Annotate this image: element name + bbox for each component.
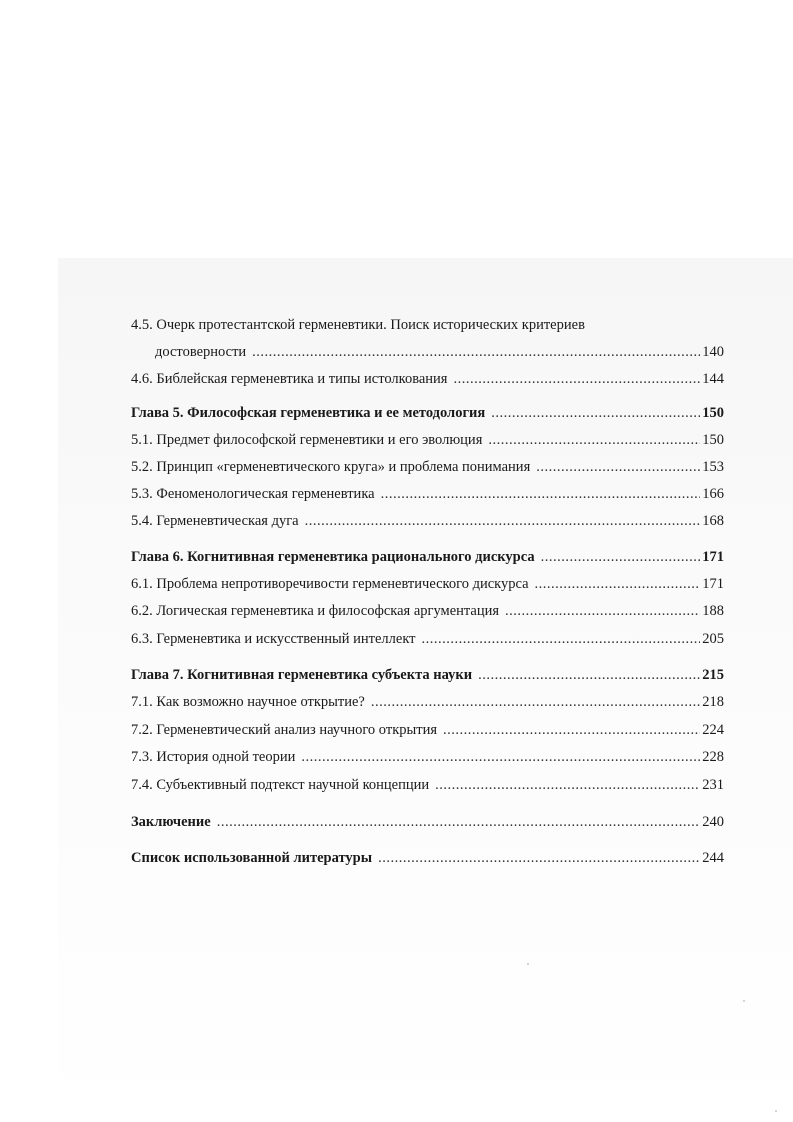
dot-leader <box>505 601 700 621</box>
toc-page-number: 166 <box>702 486 724 502</box>
dot-leader <box>535 574 701 594</box>
toc-entry-6-3 <box>131 629 724 649</box>
toc-page-number: 168 <box>702 513 724 529</box>
toc-entry-6-2 <box>131 601 724 621</box>
toc-entry-label: 5.4. Герменевтическая дуга <box>131 513 299 529</box>
dot-leader <box>541 547 701 567</box>
dot-leader <box>443 720 700 740</box>
toc-page-number: 171 <box>702 549 724 565</box>
toc-entry-5-2 <box>131 457 724 477</box>
toc-entry-label: 7.3. История одной теории <box>131 749 296 765</box>
dot-leader <box>422 629 701 649</box>
scan-speck <box>527 963 529 965</box>
dot-leader <box>381 484 701 504</box>
toc-chapter-label: Список использованной литературы <box>131 850 373 866</box>
toc-page-number: 188 <box>702 603 724 619</box>
toc-page-number: 215 <box>702 667 724 683</box>
toc-chapter-label: Глава 7. Когнитивная герменевтика субъекта науки <box>131 667 473 683</box>
toc-entry-label: 6.3. Герменевтика и искусственный интеллект <box>131 631 416 647</box>
toc-page-number: 231 <box>702 777 724 793</box>
toc-entry-label: 5.1. Предмет философской герменевтики и его эволюция <box>131 432 483 448</box>
toc-page-number: 153 <box>702 459 724 475</box>
toc-entry-7-2 <box>131 720 724 740</box>
dot-leader <box>435 775 700 795</box>
dot-leader <box>536 457 700 477</box>
toc-chapter-6 <box>131 547 724 567</box>
toc-page-number: 244 <box>702 850 724 866</box>
dot-leader <box>305 511 701 531</box>
dot-leader <box>491 403 700 423</box>
toc-entry-label: 7.4. Субъективный подтекст научной концепции <box>131 777 430 793</box>
toc-page-number: 224 <box>702 722 724 738</box>
dot-leader <box>252 342 700 362</box>
toc-entry-5-3 <box>131 484 724 504</box>
toc-bibliography <box>131 848 724 868</box>
toc-entry-7-1 <box>131 692 724 712</box>
toc-entry-label: достоверности <box>155 344 247 360</box>
toc-page-number: 150 <box>702 432 724 448</box>
dot-leader <box>217 812 701 832</box>
toc-entry-4-5 <box>155 342 724 362</box>
toc-entry-label: 6.2. Логическая герменевтика и философская аргументация <box>131 603 500 619</box>
toc-entry-label: 6.1. Проблема непротиворечивости герменевтического дискурса <box>131 576 529 592</box>
toc-entry-label: 5.3. Феноменологическая герменевтика <box>131 486 375 502</box>
toc-entry-label: 7.2. Герменевтический анализ научного открытия <box>131 722 438 738</box>
toc-entry-4-5-line1: 4.5. Очерк протестантской герменевтики. Поиск исторических критериев <box>131 317 585 333</box>
dot-leader <box>488 430 700 450</box>
toc-entry-7-3 <box>131 747 724 767</box>
toc-page-number: 228 <box>702 749 724 765</box>
toc-entry-7-4 <box>131 775 724 795</box>
toc-chapter-5 <box>131 403 724 423</box>
toc-page-number: 140 <box>702 344 724 360</box>
toc-chapter-label: Глава 6. Когнитивная герменевтика рационального дискурса <box>131 549 535 565</box>
dot-leader <box>478 665 700 685</box>
toc-entry-5-4 <box>131 511 724 531</box>
dot-leader <box>371 692 700 712</box>
toc-page-number: 240 <box>702 814 724 830</box>
dot-leader <box>378 848 700 868</box>
toc-chapter-label: Заключение <box>131 814 211 830</box>
toc-page-number: 218 <box>702 694 724 710</box>
dot-leader <box>453 369 700 389</box>
scan-speck <box>775 1110 777 1112</box>
toc-entry-6-1 <box>131 574 724 594</box>
dot-leader <box>301 747 700 767</box>
toc-page-number: 144 <box>702 371 724 387</box>
scan-speck <box>743 1000 745 1002</box>
toc-chapter-label: Глава 5. Философская герменевтика и ее методология <box>131 405 486 421</box>
toc-conclusion <box>131 812 724 832</box>
toc-page-number: 205 <box>702 631 724 647</box>
toc-chapter-7 <box>131 665 724 685</box>
toc-entry-5-1 <box>131 430 724 450</box>
toc-page-number: 150 <box>702 405 724 421</box>
toc-page-number: 171 <box>702 576 724 592</box>
toc-entry-label: 7.1. Как возможно научное открытие? <box>131 694 365 710</box>
toc-entry-label: 5.2. Принцип «герменевтического круга» и проблема понимания <box>131 459 531 475</box>
toc-entry-label: 4.6. Библейская герменевтика и типы истолкования <box>131 371 448 387</box>
toc-entry-4-6 <box>131 369 724 389</box>
